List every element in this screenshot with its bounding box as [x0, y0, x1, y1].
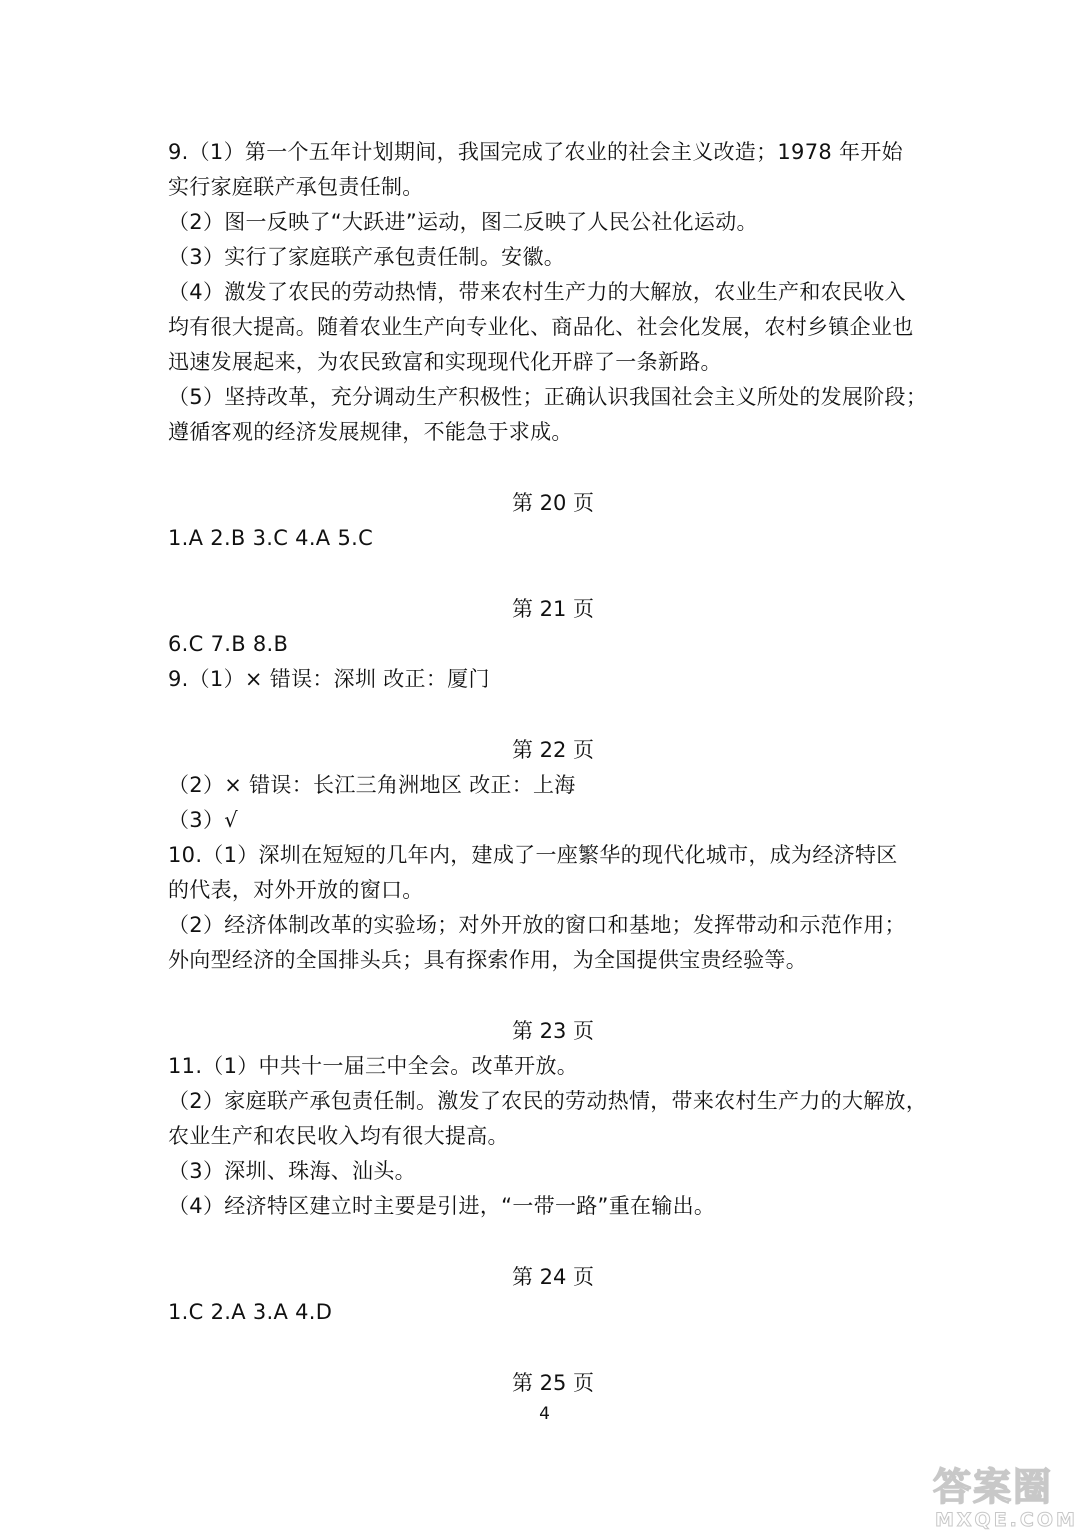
answer-line: 11.（1）中共十一届三中全会。改革开放。 [168, 1054, 579, 1078]
answer-line: 外向型经济的全国排头兵；具有探索作用，为全国提供宝贵经验等。 [168, 948, 807, 972]
answer-line: 1.A 2.B 3.C 4.A 5.C [168, 526, 374, 550]
answer-line: （5）坚持改革，充分调动生产积极性；正确认识我国社会主义所处的发展阶段； [168, 385, 928, 409]
answer-content [168, 135, 938, 1401]
answer-line: 的代表，对外开放的窗口。 [168, 878, 424, 902]
answer-line: 均有很大提高。随着农业生产向专业化、商品化、社会化发展，农村乡镇企业也 [168, 315, 914, 339]
page-section-heading: 第 23 页 [511, 1019, 595, 1043]
page-section-heading: 第 22 页 [511, 738, 595, 762]
answer-line: 农业生产和农民收入均有很大提高。 [168, 1124, 509, 1148]
answer-line: （3）实行了家庭联产承包责任制。安徽。 [168, 245, 566, 269]
answer-line: （2）× 错误：长江三角洲地区 改正：上海 [168, 773, 576, 797]
answer-line: 1.C 2.A 3.A 4.D [168, 1300, 333, 1324]
watermark-url: MXQE.COM [935, 1509, 1078, 1530]
page-section-heading: 第 21 页 [511, 597, 595, 621]
page-section-heading: 第 24 页 [511, 1265, 595, 1289]
answer-line: 10.（1）深圳在短短的几年内，建成了一座繁华的现代化城市，成为经济特区 [168, 843, 898, 867]
answer-line: 遵循客观的经济发展规律，不能急于求成。 [168, 420, 573, 444]
answer-line: （3）√ [168, 808, 238, 832]
answer-line: 9.（1）第一个五年计划期间，我国完成了农业的社会主义改造；1978 年开始 [168, 140, 903, 164]
page-section-heading: 第 20 页 [511, 491, 595, 515]
answer-line: 9.（1）× 错误：深圳 改正：厦门 [168, 667, 490, 691]
watermark-logo [929, 1464, 1079, 1530]
answer-line: 实行家庭联产承包责任制。 [168, 175, 424, 199]
answer-line: （2）家庭联产承包责任制。激发了农民的劳动热情，带来农村生产力的大解放， [168, 1089, 928, 1113]
watermark-text: 答案圈 [933, 1465, 1054, 1509]
page-number: 4 [539, 1404, 550, 1424]
answer-line: （2）经济体制改革的实验场；对外开放的窗口和基地；发挥带动和示范作用； [168, 913, 906, 937]
answer-line: 6.C 7.B 8.B [168, 632, 289, 656]
answer-line: （2）图一反映了“大跃进”运动，图二反映了人民公社化运动。 [168, 210, 758, 234]
page-section-heading: 第 25 页 [511, 1371, 595, 1395]
answer-line: （3）深圳、珠海、汕头。 [168, 1159, 416, 1183]
answer-line: 迅速发展起来，为农民致富和实现现代化开辟了一条新路。 [168, 350, 722, 374]
answer-line: （4）激发了农民的劳动热情，带来农村生产力的大解放，农业生产和农民收入 [168, 280, 906, 304]
answer-line: （4）经济特区建立时主要是引进，“一带一路”重在输出。 [168, 1194, 716, 1218]
